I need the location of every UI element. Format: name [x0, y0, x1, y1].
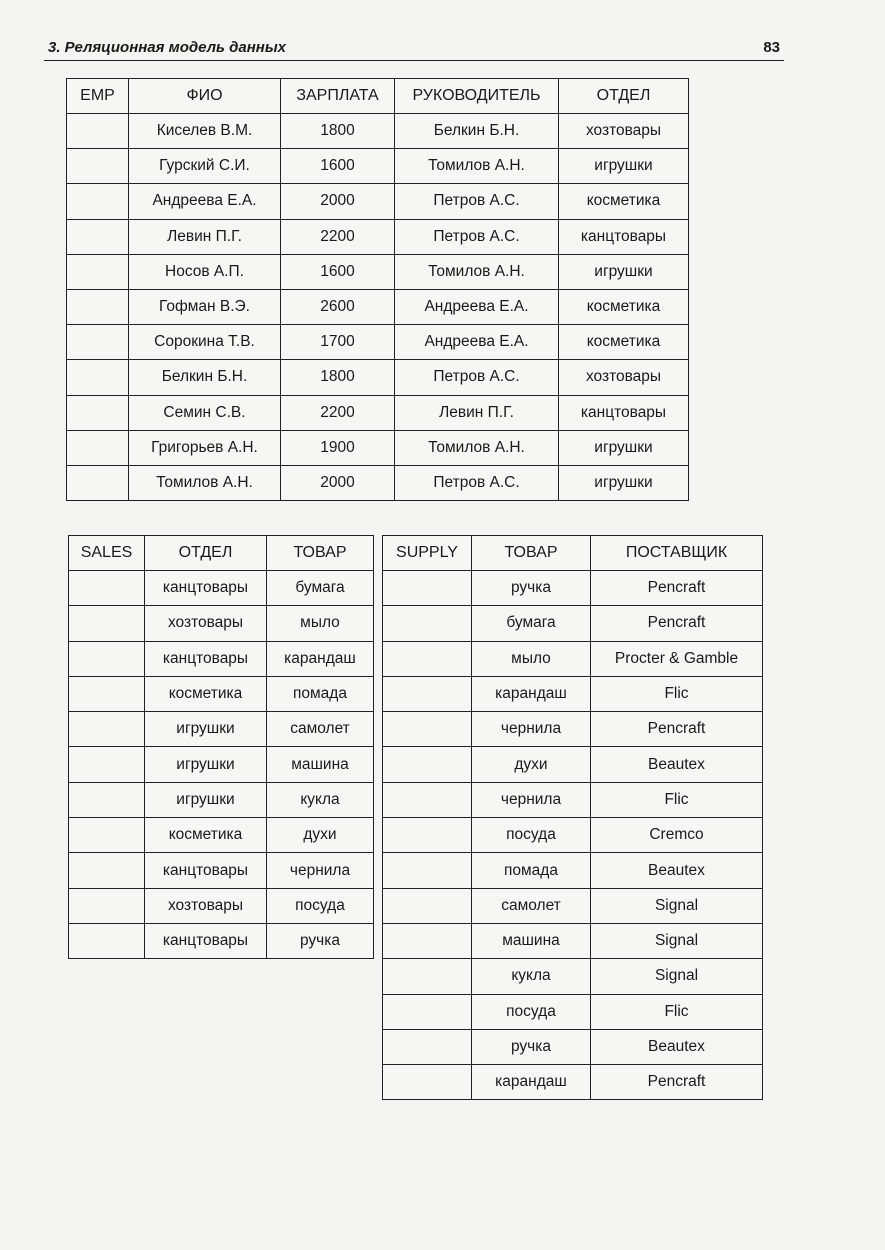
emp-empty-cell [67, 360, 129, 395]
emp-col-manager: РУКОВОДИТЕЛЬ [395, 79, 559, 114]
emp-cell: канцтовары [559, 219, 689, 254]
sales-row [69, 676, 374, 711]
sales-cell: ручка [267, 923, 374, 958]
supply-empty-cell [383, 1065, 472, 1100]
supply-row [383, 641, 763, 676]
sales-cell: хозтовары [145, 888, 267, 923]
emp-cell: 1800 [281, 114, 395, 149]
emp-cell: 1800 [281, 360, 395, 395]
sales-row [69, 853, 374, 888]
supply-cell: ручка [472, 571, 591, 606]
supply-row [383, 818, 763, 853]
sales-empty-cell [69, 853, 145, 888]
supply-col-supplier: ПОСТАВЩИК [591, 536, 763, 571]
supply-cell: Flic [591, 676, 763, 711]
sales-row [69, 923, 374, 958]
supply-cell: Flic [591, 994, 763, 1029]
sales-cell: канцтовары [145, 923, 267, 958]
emp-cell: Петров А.С. [395, 360, 559, 395]
supply-row [383, 747, 763, 782]
emp-cell: Петров А.С. [395, 184, 559, 219]
emp-cell: 1700 [281, 325, 395, 360]
emp-cell: 1900 [281, 430, 395, 465]
sales-cell: игрушки [145, 712, 267, 747]
supply-cell: чернила [472, 782, 591, 817]
emp-cell: косметика [559, 325, 689, 360]
emp-table-name: EMP [67, 79, 129, 114]
emp-cell: канцтовары [559, 395, 689, 430]
supply-empty-cell [383, 571, 472, 606]
emp-cell: Андреева Е.А. [395, 325, 559, 360]
supply-empty-cell [383, 923, 472, 958]
sales-cell: карандаш [267, 641, 374, 676]
sales-row [69, 712, 374, 747]
emp-cell: Томилов А.Н. [395, 254, 559, 289]
supply-cell: помада [472, 853, 591, 888]
supply-cell: Beautex [591, 1029, 763, 1064]
supply-empty-cell [383, 747, 472, 782]
sales-table-name: SALES [69, 536, 145, 571]
supply-row [383, 606, 763, 641]
emp-cell: игрушки [559, 465, 689, 500]
emp-cell: Семин С.В. [129, 395, 281, 430]
emp-empty-cell [67, 395, 129, 430]
supply-empty-cell [383, 959, 472, 994]
supply-cell: бумага [472, 606, 591, 641]
supply-body [383, 571, 763, 1100]
sales-table [68, 535, 374, 959]
sales-cell: кукла [267, 782, 374, 817]
supply-empty-cell [383, 853, 472, 888]
emp-cell: Томилов А.Н. [395, 430, 559, 465]
supply-empty-cell [383, 818, 472, 853]
sales-cell: игрушки [145, 747, 267, 782]
sales-row [69, 571, 374, 606]
supply-cell: машина [472, 923, 591, 958]
sales-empty-cell [69, 818, 145, 853]
sales-empty-cell [69, 641, 145, 676]
supply-cell: Beautex [591, 853, 763, 888]
supply-cell: Pencraft [591, 712, 763, 747]
sales-empty-cell [69, 571, 145, 606]
sales-cell: косметика [145, 676, 267, 711]
emp-row [67, 254, 689, 289]
emp-cell: Носов А.П. [129, 254, 281, 289]
emp-row [67, 430, 689, 465]
sales-cell: духи [267, 818, 374, 853]
supply-cell: Pencraft [591, 571, 763, 606]
emp-row [67, 289, 689, 324]
emp-cell: Томилов А.Н. [129, 465, 281, 500]
supply-row [383, 571, 763, 606]
sales-cell: игрушки [145, 782, 267, 817]
emp-cell: 1600 [281, 254, 395, 289]
emp-header-row [67, 79, 689, 114]
supply-cell: кукла [472, 959, 591, 994]
emp-cell: Андреева Е.А. [395, 289, 559, 324]
sales-empty-cell [69, 606, 145, 641]
emp-empty-cell [67, 465, 129, 500]
emp-cell: Киселев В.М. [129, 114, 281, 149]
emp-col-salary: ЗАРПЛАТА [281, 79, 395, 114]
sales-cell: канцтовары [145, 571, 267, 606]
supply-cell: Flic [591, 782, 763, 817]
sales-cell: помада [267, 676, 374, 711]
emp-row [67, 395, 689, 430]
sales-empty-cell [69, 712, 145, 747]
emp-row [67, 465, 689, 500]
sales-empty-cell [69, 888, 145, 923]
sales-row [69, 606, 374, 641]
sales-col-product: ТОВАР [267, 536, 374, 571]
emp-row [67, 360, 689, 395]
supply-cell: духи [472, 747, 591, 782]
sales-empty-cell [69, 747, 145, 782]
sales-empty-cell [69, 923, 145, 958]
sales-cell: бумага [267, 571, 374, 606]
sales-col-dept: ОТДЕЛ [145, 536, 267, 571]
emp-cell: 2200 [281, 219, 395, 254]
emp-cell: игрушки [559, 149, 689, 184]
emp-row [67, 149, 689, 184]
supply-table-name: SUPPLY [383, 536, 472, 571]
supply-cell: самолет [472, 888, 591, 923]
emp-cell: Белкин Б.Н. [129, 360, 281, 395]
supply-row [383, 853, 763, 888]
sales-empty-cell [69, 782, 145, 817]
emp-cell: 2200 [281, 395, 395, 430]
emp-cell: хозтовары [559, 360, 689, 395]
emp-empty-cell [67, 114, 129, 149]
supply-row [383, 959, 763, 994]
emp-cell: Белкин Б.Н. [395, 114, 559, 149]
sales-cell: хозтовары [145, 606, 267, 641]
sales-cell: посуда [267, 888, 374, 923]
emp-cell: Гофман В.Э. [129, 289, 281, 324]
emp-cell: игрушки [559, 254, 689, 289]
sales-cell: чернила [267, 853, 374, 888]
supply-cell: Procter & Gamble [591, 641, 763, 676]
sales-body [69, 571, 374, 959]
supply-row [383, 1029, 763, 1064]
emp-empty-cell [67, 184, 129, 219]
emp-cell: Гурский С.И. [129, 149, 281, 184]
supply-cell: Beautex [591, 747, 763, 782]
supply-cell: Pencraft [591, 606, 763, 641]
sales-cell: самолет [267, 712, 374, 747]
supply-row [383, 676, 763, 711]
supply-cell: чернила [472, 712, 591, 747]
supply-empty-cell [383, 782, 472, 817]
emp-table [66, 78, 689, 501]
emp-cell: игрушки [559, 430, 689, 465]
emp-empty-cell [67, 219, 129, 254]
supply-cell: посуда [472, 818, 591, 853]
supply-empty-cell [383, 888, 472, 923]
sales-empty-cell [69, 676, 145, 711]
supply-cell: карандаш [472, 1065, 591, 1100]
sales-header-row [69, 536, 374, 571]
emp-cell: Сорокина Т.В. [129, 325, 281, 360]
supply-empty-cell [383, 676, 472, 711]
emp-cell: Томилов А.Н. [395, 149, 559, 184]
supply-row [383, 888, 763, 923]
emp-cell: Петров А.С. [395, 219, 559, 254]
supply-cell: Signal [591, 888, 763, 923]
sales-row [69, 641, 374, 676]
supply-cell: Signal [591, 959, 763, 994]
sales-cell: канцтовары [145, 641, 267, 676]
emp-cell: Григорьев А.Н. [129, 430, 281, 465]
supply-empty-cell [383, 1029, 472, 1064]
sales-row [69, 818, 374, 853]
emp-col-fio: ФИО [129, 79, 281, 114]
sales-row [69, 888, 374, 923]
sales-cell: мыло [267, 606, 374, 641]
emp-cell: Андреева Е.А. [129, 184, 281, 219]
supply-col-product: ТОВАР [472, 536, 591, 571]
emp-body [67, 114, 689, 501]
supply-cell: мыло [472, 641, 591, 676]
supply-cell: Cremco [591, 818, 763, 853]
supply-empty-cell [383, 641, 472, 676]
emp-cell: Левин П.Г. [395, 395, 559, 430]
supply-table [382, 535, 763, 1100]
sales-cell: косметика [145, 818, 267, 853]
emp-cell: косметика [559, 289, 689, 324]
sales-row [69, 782, 374, 817]
supply-cell: посуда [472, 994, 591, 1029]
emp-empty-cell [67, 254, 129, 289]
emp-cell: косметика [559, 184, 689, 219]
supply-cell: карандаш [472, 676, 591, 711]
emp-empty-cell [67, 289, 129, 324]
chapter-title: 3. Реляционная модель данных [48, 39, 287, 56]
supply-cell: Signal [591, 923, 763, 958]
supply-header-row [383, 536, 763, 571]
emp-row [67, 325, 689, 360]
sales-cell: канцтовары [145, 853, 267, 888]
emp-empty-cell [67, 325, 129, 360]
supply-empty-cell [383, 994, 472, 1029]
supply-row [383, 782, 763, 817]
emp-cell: 1600 [281, 149, 395, 184]
supply-cell: ручка [472, 1029, 591, 1064]
supply-empty-cell [383, 606, 472, 641]
emp-empty-cell [67, 430, 129, 465]
sales-row [69, 747, 374, 782]
supply-row [383, 994, 763, 1029]
supply-empty-cell [383, 712, 472, 747]
sales-cell: машина [267, 747, 374, 782]
emp-row [67, 219, 689, 254]
page-number: 83 [763, 39, 780, 56]
emp-cell: 2000 [281, 465, 395, 500]
emp-row [67, 184, 689, 219]
emp-cell: 2600 [281, 289, 395, 324]
emp-cell: 2000 [281, 184, 395, 219]
emp-empty-cell [67, 149, 129, 184]
page-header [44, 36, 784, 61]
emp-cell: Петров А.С. [395, 465, 559, 500]
supply-cell: Pencraft [591, 1065, 763, 1100]
emp-col-dept: ОТДЕЛ [559, 79, 689, 114]
emp-row [67, 114, 689, 149]
emp-cell: хозтовары [559, 114, 689, 149]
emp-cell: Левин П.Г. [129, 219, 281, 254]
supply-row [383, 712, 763, 747]
supply-row [383, 923, 763, 958]
supply-row [383, 1065, 763, 1100]
